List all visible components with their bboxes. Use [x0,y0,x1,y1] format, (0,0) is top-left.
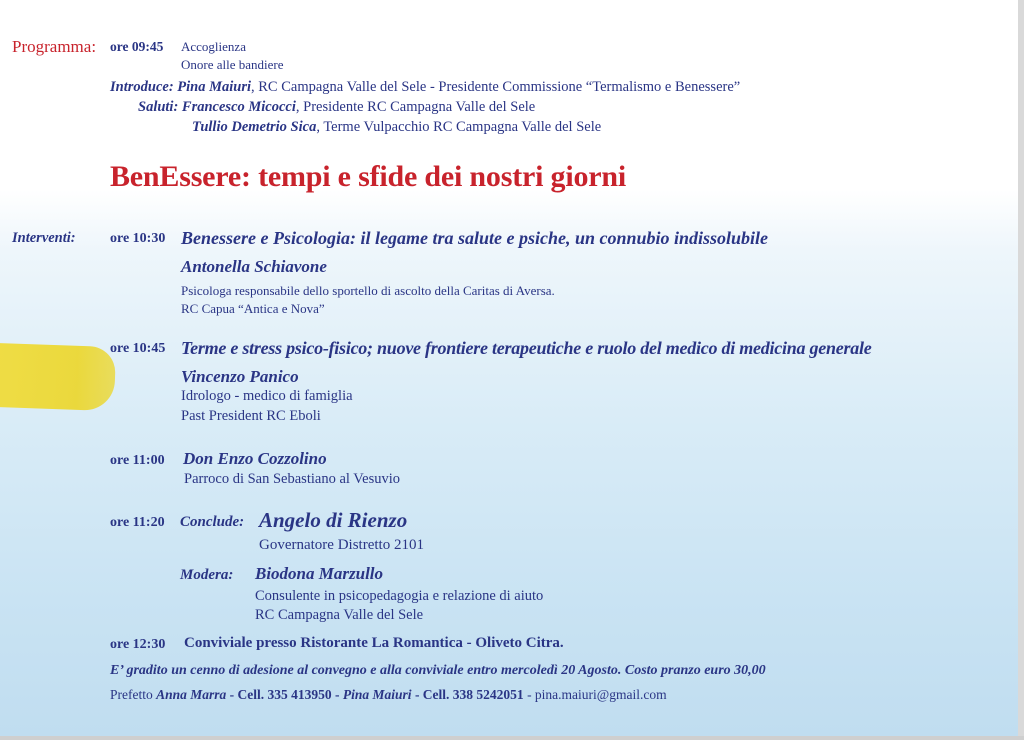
talk1-desc1: Psicologa responsabile dello sportello di ascolto della Caritas di Aversa. [181,283,555,298]
saluti-label: Saluti: [138,99,179,115]
saluti-name2: Tullio Demetrio Sica [192,119,317,135]
talk2-desc1: Idrologo - medico di famiglia [181,388,353,404]
contacts-email: - pina.maiuri@gmail.com [523,687,667,702]
programma-time: ore 09:45 [110,39,164,54]
contacts-cell1: - Cell. 335 413950 - [226,687,343,702]
saluti-desc2: , Terme Vulpacchio RC Campagna Valle del Sele [316,119,602,135]
contacts-name1: Anna Marra [156,687,227,702]
conviviale-text: Conviviale presso Ristorante La Romantica - Oliveto Citra. [184,635,564,651]
talk2-time: ore 10:45 [110,341,166,356]
talk2-desc2: Past President RC Eboli [181,408,321,424]
conclude-label: Conclude: [180,514,245,530]
modera-desc2: RC Campagna Valle del Sele [255,607,424,623]
programma-label: Programma: [12,37,97,56]
introduce-desc: , RC Campagna Valle del Sele - Presidente Commissione “Termalismo e Benessere” [251,79,741,95]
bottom-edge [0,736,1024,740]
talk4-speaker: Angelo di Rienzo [259,508,408,532]
yellow-brush-stroke [0,343,116,411]
modera-speaker: Biodona Marzullo [255,564,384,583]
introduce-name: Pina Maiuri [177,79,252,95]
talk1-desc2: RC Capua “Antica e Nova” [181,301,325,316]
contacts-prefix: Prefetto [110,687,157,702]
talk2-speaker: Vincenzo Panico [181,367,299,386]
talk3-time: ore 11:00 [110,453,165,468]
rsvp-notice: E’ gradito un cenno di adesione al convegno e alla conviviale entro mercoledì 20 Agosto. Costo pranzo euro 30,00 [110,663,766,678]
programma-line1: Accoglienza [181,39,246,54]
talk4-desc1: Governatore Distretto 2101 [259,537,424,553]
saluti-line1 [138,99,535,116]
right-edge [1018,0,1024,740]
talk3-speaker: Don Enzo Cozzolino [183,449,327,468]
introduce-label: Introduce: [110,79,174,95]
page-title: BenEssere: tempi e sfide dei nostri giorni [110,160,626,193]
talk2-title: Terme e stress psico-fisico; nuove frontiere terapeutiche e ruolo del medico di medicina generale [181,338,872,358]
talk1-speaker: Antonella Schiavone [181,257,327,276]
saluti-desc1: , Presidente RC Campagna Valle del Sele [295,99,536,115]
introduce-line [110,79,740,96]
interventi-label: Interventi: [12,230,76,246]
talk1-title: Benessere e Psicologia: il legame tra salute e psiche, un connubio indissolubile [181,228,769,248]
programma-line2: Onore alle bandiere [181,57,284,72]
contacts-cell2: - Cell. 338 5242051 [411,687,524,702]
saluti-line2 [192,119,601,136]
saluti-name1: Francesco Micocci [181,99,296,115]
talk3-desc1: Parroco di San Sebastiano al Vesuvio [184,471,400,487]
modera-desc1: Consulente in psicopedagogia e relazione di aiuto [255,588,544,604]
modera-label: Modera: [180,567,234,583]
conviviale-time: ore 12:30 [110,637,166,652]
talk1-time: ore 10:30 [110,231,166,246]
talk4-time: ore 11:20 [110,515,165,530]
contacts-name2: Pina Maiuri [342,687,412,702]
contacts-line [110,687,667,703]
